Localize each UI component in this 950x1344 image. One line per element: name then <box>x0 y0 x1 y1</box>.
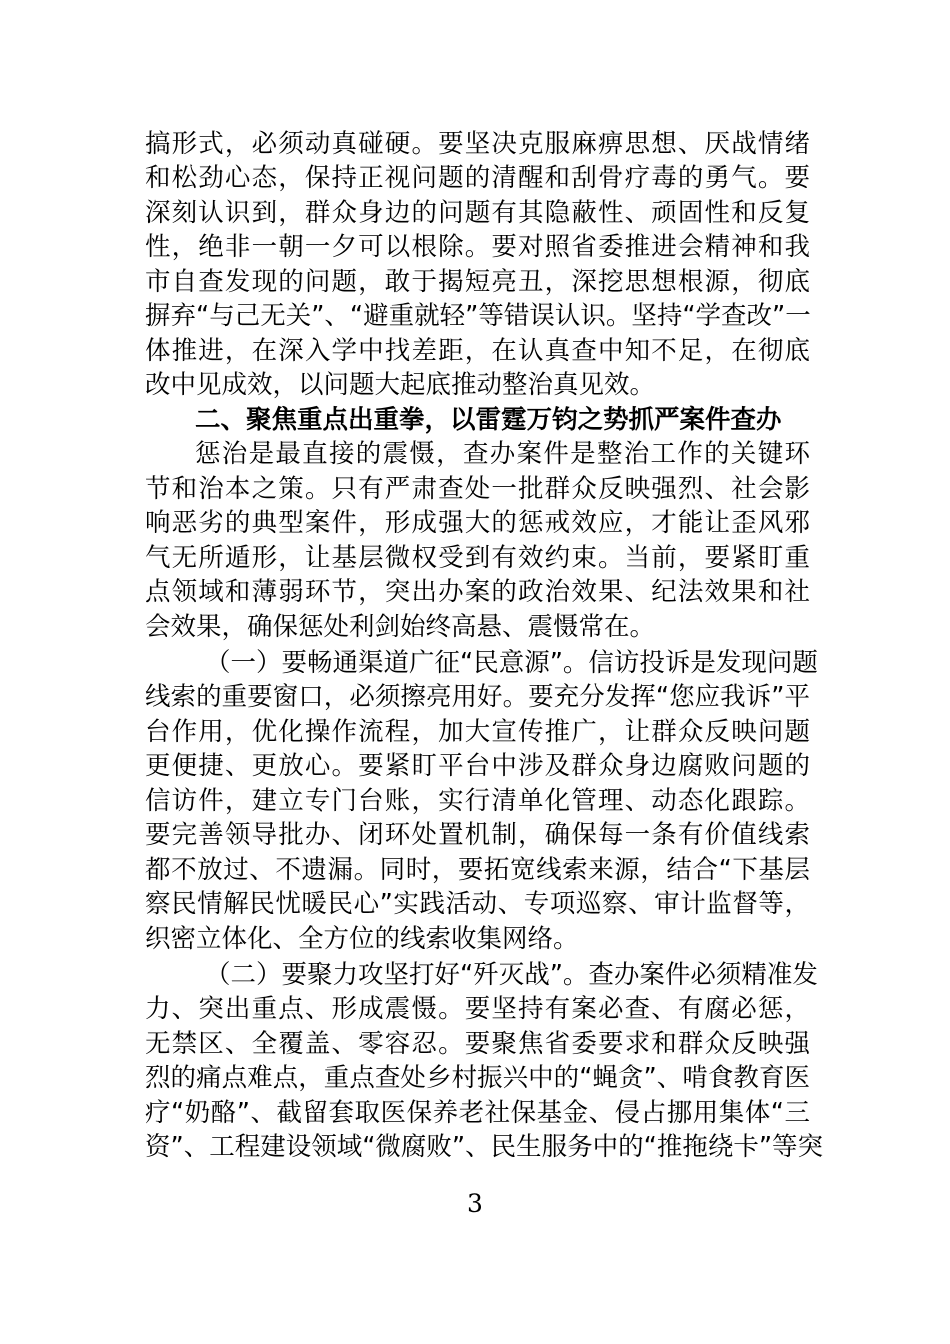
text-line: 会效果，确保惩处利剑始终高悬、震慑常在。 <box>145 612 656 642</box>
section-heading: 二、聚焦重点出重拳，以雷霆万钧之势抓严案件查办 <box>195 405 782 435</box>
text-line: 摒弃“与己无关”、“避重就轻”等错误认识。坚持“学查改”一 <box>145 301 811 331</box>
subsection-line: （一）要畅通渠道广征“民意源”。信访投诉是发现问题 <box>205 648 818 678</box>
text-line: 和松劲心态，保持正视问题的清醒和刮骨疗毒的勇气。要 <box>145 163 810 193</box>
page-number: 3 <box>467 1189 483 1218</box>
text-line: 烈的痛点难点，重点查处乡村振兴中的“蝇贪”、啃食教育医 <box>145 1063 810 1093</box>
text-line: 无禁区、全覆盖、零容忍。要聚焦省委要求和群众反映强 <box>145 1029 810 1059</box>
text-line: 都不放过、不遗漏。同时，要拓宽线索来源，结合“下基层 <box>145 855 810 885</box>
text-line: 台作用，优化操作流程，加大宣传推广，让群众反映问题 <box>145 717 810 747</box>
text-line: 节和治本之策。只有严肃查处一批群众反映强烈、社会影 <box>145 474 810 504</box>
text-line: 深刻认识到，群众身边的问题有其隐蔽性、顽固性和反复 <box>145 198 810 228</box>
text-line: 力、突出重点、形成震慑。要坚持有案必查、有腐必惩， <box>145 994 810 1024</box>
text-line: 线索的重要窗口，必须擦亮用好。要充分发挥“您应我诉”平 <box>145 682 810 712</box>
text-line: 疗“奶酪”、截留套取医保养老社保基金、侵占挪用集体“三 <box>145 1098 810 1128</box>
text-line: 点领域和薄弱环节，突出办案的政治效果、纪法效果和社 <box>145 577 810 607</box>
text-line: 要完善领导批办、闭环处置机制，确保每一条有价值线索 <box>145 820 810 850</box>
subsection-line: （二）要聚力攻坚打好“歼灭战”。查办案件必须精准发 <box>205 960 818 990</box>
text-line: 资”、工程建设领域“微腐败”、民生服务中的“推拖绕卡”等突 <box>145 1132 824 1162</box>
text-line: 改中见成效，以问题大起底推动整治真见效。 <box>145 370 656 400</box>
text-line: 察民情解民忧暖民心”实践活动、专项巡察、审计监督等， <box>145 889 810 919</box>
text-line: 织密立体化、全方位的线索收集网络。 <box>145 924 579 954</box>
text-line: 体推进，在深入学中找差距，在认真查中知不足，在彻底 <box>145 336 810 366</box>
text-line: 信访件，建立专门台账，实行清单化管理、动态化跟踪。 <box>145 786 810 816</box>
text-line: 响恶劣的典型案件，形成强大的惩戒效应，才能让歪风邪 <box>145 508 810 538</box>
text-line: 性，绝非一朝一夕可以根除。要对照省委推进会精神和我 <box>145 232 810 262</box>
text-line: 气无所遁形，让基层微权受到有效约束。当前，要紧盯重 <box>145 543 810 573</box>
text-line: 惩治是最直接的震慑，查办案件是整治工作的关键环 <box>195 439 810 469</box>
text-line: 更便捷、更放心。要紧盯平台中涉及群众身边腐败问题的 <box>145 751 810 781</box>
text-line: 市自查发现的问题，敢于揭短亮丑，深挖思想根源，彻底 <box>145 267 810 297</box>
text-line: 搞形式，必须动真碰硬。要坚决克服麻痹思想、厌战情绪 <box>145 129 810 159</box>
